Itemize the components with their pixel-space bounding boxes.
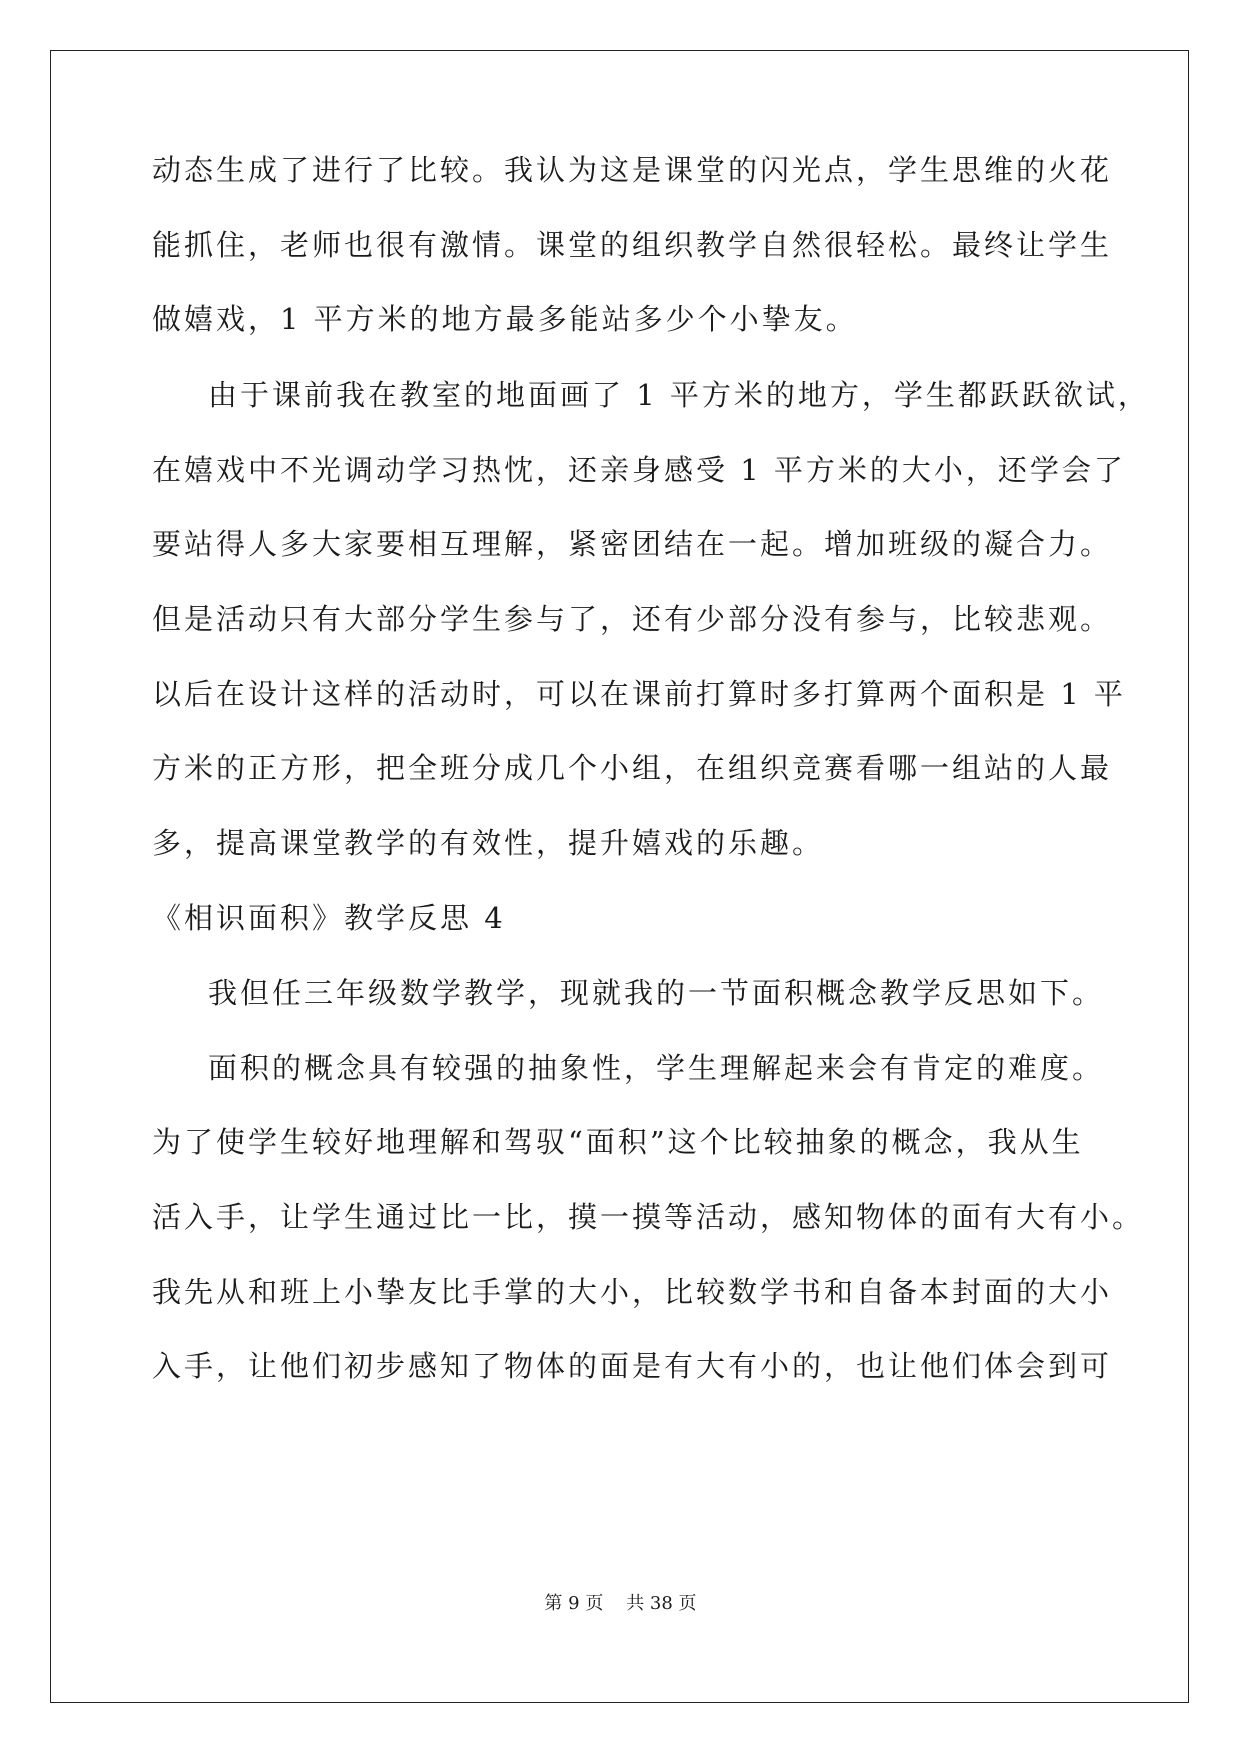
text-line: 动态生成了进行了比较。我认为这是课堂的闪光点，学生思维的火花 xyxy=(152,153,1113,187)
text-line: 以后在设计这样的活动时，可以在课前打算时多打算两个面积是 1 平 xyxy=(152,677,1126,711)
section-heading: 《相识面积》教学反思 4 xyxy=(152,901,506,935)
paragraph-start-line: 由于课前我在教室的地面画了 1 平方米的地方，学生都跃跃欲试， xyxy=(208,378,1150,412)
text-line: 入手，让他们初步感知了物体的面是有大有小的，也让他们体会到可 xyxy=(152,1349,1113,1383)
paragraph-start-line: 面积的概念具有较强的抽象性，学生理解起来会有肯定的难度。 xyxy=(208,1051,1105,1085)
text-line: 做嬉戏，1 平方米的地方最多能站多少个小挚友。 xyxy=(152,302,858,336)
text-line: 能抓住，老师也很有激情。课堂的组织教学自然很轻松。最终让学生 xyxy=(152,228,1113,262)
text-line: 我先从和班上小挚友比手掌的大小，比较数学书和自备本封面的大小 xyxy=(152,1275,1113,1309)
text-line: 为了使学生较好地理解和驾驭“面积”这个比较抽象的概念，我从生 xyxy=(152,1125,1084,1159)
text-line: 方米的正方形，把全班分成几个小组，在组织竞赛看哪一组站的人最 xyxy=(152,751,1113,785)
text-line: 活入手，让学生通过比一比，摸一摸等活动，感知物体的面有大有小。 xyxy=(152,1200,1145,1234)
page-border xyxy=(50,50,1189,1703)
text-line: 但是活动只有大部分学生参与了，还有少部分没有参与，比较悲观。 xyxy=(152,602,1113,636)
text-line: 多，提高课堂教学的有效性，提升嬉戏的乐趣。 xyxy=(152,826,825,860)
text-line: 要站得人多大家要相互理解，紧密团结在一起。增加班级的凝合力。 xyxy=(152,527,1113,561)
text-line: 在嬉戏中不光调动学习热忱，还亲身感受 1 平方米的大小，还学会了 xyxy=(152,453,1126,487)
paragraph-start-line: 我但任三年级数学教学，现就我的一节面积概念教学反思如下。 xyxy=(208,976,1105,1010)
page-number-footer: 第 9 页 共 38 页 xyxy=(544,1593,697,1614)
